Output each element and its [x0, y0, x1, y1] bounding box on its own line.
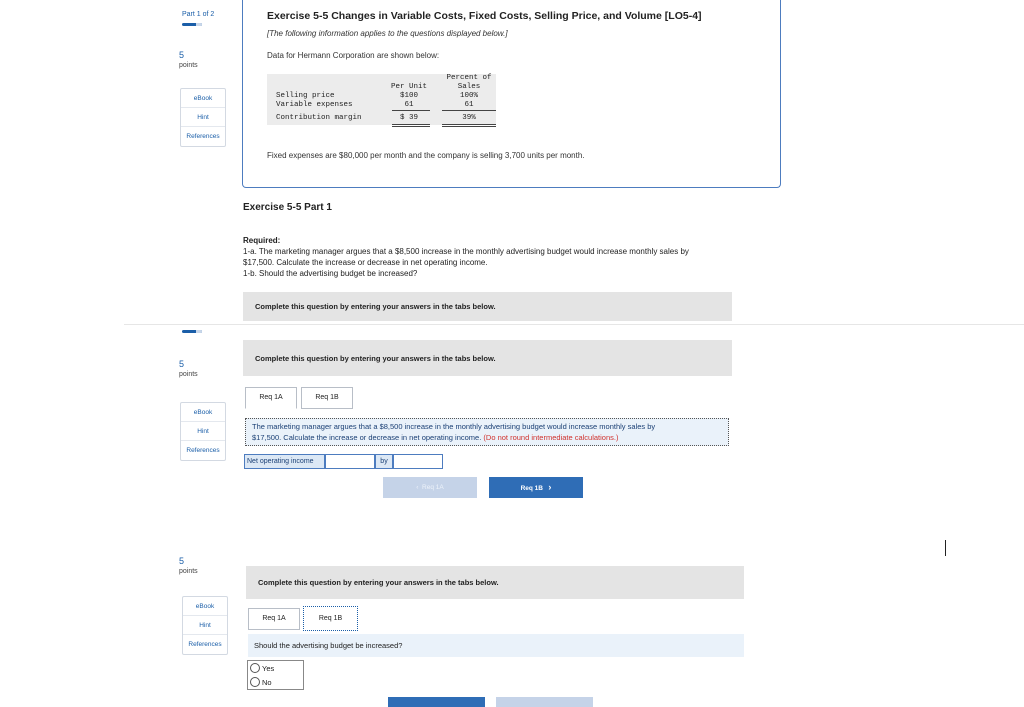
part-indicator-text: Part 1 of 2: [182, 11, 215, 18]
row-label-selling-price: Selling price: [276, 92, 335, 100]
references-link[interactable]: References: [188, 641, 222, 648]
tab-req-1a[interactable]: Req 1A: [248, 608, 300, 630]
part-indicator: [182, 11, 214, 18]
ebook-link[interactable]: eBook: [183, 597, 227, 616]
tab-req-1b[interactable]: Req 1B: [303, 606, 358, 631]
chevron-right-icon: ›: [548, 482, 552, 492]
rounding-note: (Do not round intermediate calculations.): [483, 433, 619, 442]
row-label-variable-expenses: Variable expenses: [276, 101, 353, 109]
row-value-selling-price-pct: 100%: [459, 92, 478, 100]
question-line2: [252, 432, 722, 443]
tab-req-1a[interactable]: Req 1A: [245, 387, 297, 409]
next-req-label: Req 1B: [520, 485, 543, 492]
row-value-variable-expenses-pct: 61: [464, 101, 474, 109]
radio-yes[interactable]: [248, 661, 303, 675]
radio-circle-icon[interactable]: [250, 677, 260, 687]
exercise-subtitle: [The following information applies to the questions displayed below.]: [267, 29, 508, 38]
tab-req-1b[interactable]: Req 1B: [301, 387, 353, 409]
next-req-button[interactable]: [489, 477, 583, 498]
exercise-intro: Data for Hermann Corporation are shown below:: [267, 51, 440, 60]
part-title: Exercise 5-5 Part 1: [243, 202, 332, 213]
requirement-1a-line1: 1-a. The marketing manager argues that a $8,500 increase in the monthly advertising budget would increase monthly sales by: [243, 247, 689, 256]
row-label-contribution-margin: Contribution margin: [276, 114, 362, 122]
side-links: [182, 596, 228, 655]
col-header-percent-2: Sales: [457, 83, 481, 91]
required-label: Required:: [243, 236, 281, 245]
points-value: 5: [179, 50, 185, 60]
points-value: 5: [179, 359, 185, 369]
hint-link[interactable]: Hint: [183, 616, 227, 635]
underline: [442, 110, 496, 111]
question-text: Should the advertising budget be increased?: [254, 641, 403, 650]
side-links: [180, 402, 226, 461]
side-links: [180, 88, 226, 147]
radio-no-label: No: [262, 677, 272, 687]
requirement-1a-line2: $17,500. Calculate the increase or decrease in net operating income.: [243, 258, 488, 267]
double-underline: [442, 126, 496, 127]
hint-link[interactable]: Hint: [181, 108, 225, 127]
double-underline: [392, 126, 430, 127]
ebook-link[interactable]: eBook: [181, 403, 225, 422]
question-box: [245, 418, 729, 446]
radio-circle-icon[interactable]: [250, 663, 260, 673]
points-label: points: [179, 568, 198, 575]
net-operating-income-select[interactable]: [325, 454, 375, 469]
col-header-per-unit: Per Unit: [390, 83, 427, 91]
yes-no-radio-group: [247, 660, 304, 690]
instruction-banner-text: Complete this question by entering your answers in the tabs below.: [255, 302, 496, 311]
chevron-left-icon: ‹: [416, 484, 419, 491]
underline: [392, 110, 430, 111]
question-line1: The marketing manager argues that a $8,500 increase in the monthly advertising budget would increase monthly sales by: [252, 422, 656, 431]
col-header-percent-1: Percent of: [446, 74, 492, 82]
radio-no[interactable]: [248, 675, 303, 689]
by-label: by: [375, 454, 393, 469]
prev-req-button[interactable]: [383, 477, 477, 498]
double-underline: [442, 124, 496, 125]
part-progress-bar: [182, 23, 202, 26]
prev-req-label: Req 1A: [422, 484, 444, 491]
question-line2-text: $17,500. Calculate the increase or decrease in net operating income.: [252, 433, 482, 442]
double-underline: [392, 124, 430, 125]
references-link[interactable]: References: [186, 447, 220, 454]
hint-link[interactable]: Hint: [181, 422, 225, 441]
radio-yes-label: Yes: [262, 663, 275, 673]
references-link[interactable]: References: [186, 133, 220, 140]
prev-req-button-partial[interactable]: [388, 697, 485, 707]
instruction-banner: [246, 566, 744, 599]
net-operating-income-label: Net operating income: [244, 454, 325, 469]
row-value-selling-price-unit: $100: [399, 92, 418, 100]
points-label: points: [179, 371, 198, 378]
instruction-banner: [243, 292, 732, 321]
row-value-variable-expenses-unit: 61: [404, 101, 414, 109]
points-label: points: [179, 62, 198, 69]
part-progress-bar: [182, 330, 202, 333]
fixed-expenses-text: Fixed expenses are $80,000 per month and the company is selling 3,700 units per month.: [267, 151, 585, 160]
question-box: [248, 634, 744, 657]
text-cursor: [945, 540, 946, 556]
row-value-contribution-margin-unit: $ 39: [399, 114, 418, 122]
instruction-banner: [243, 340, 732, 376]
instruction-banner-text: Complete this question by entering your answers in the tabs below.: [255, 353, 496, 363]
points-value: 5: [179, 556, 185, 566]
amount-input[interactable]: [393, 454, 443, 469]
instruction-banner-text: Complete this question by entering your answers in the tabs below.: [258, 578, 499, 587]
ebook-link[interactable]: eBook: [181, 89, 225, 108]
requirement-1b: 1-b. Should the advertising budget be increased?: [243, 269, 418, 278]
row-value-contribution-margin-pct: 39%: [462, 114, 476, 122]
section-divider: [124, 324, 1024, 325]
exercise-title: Exercise 5-5 Changes in Variable Costs, Fixed Costs, Selling Price, and Volume [LO5-4]: [267, 10, 702, 22]
next-req-button-partial[interactable]: [496, 697, 593, 707]
